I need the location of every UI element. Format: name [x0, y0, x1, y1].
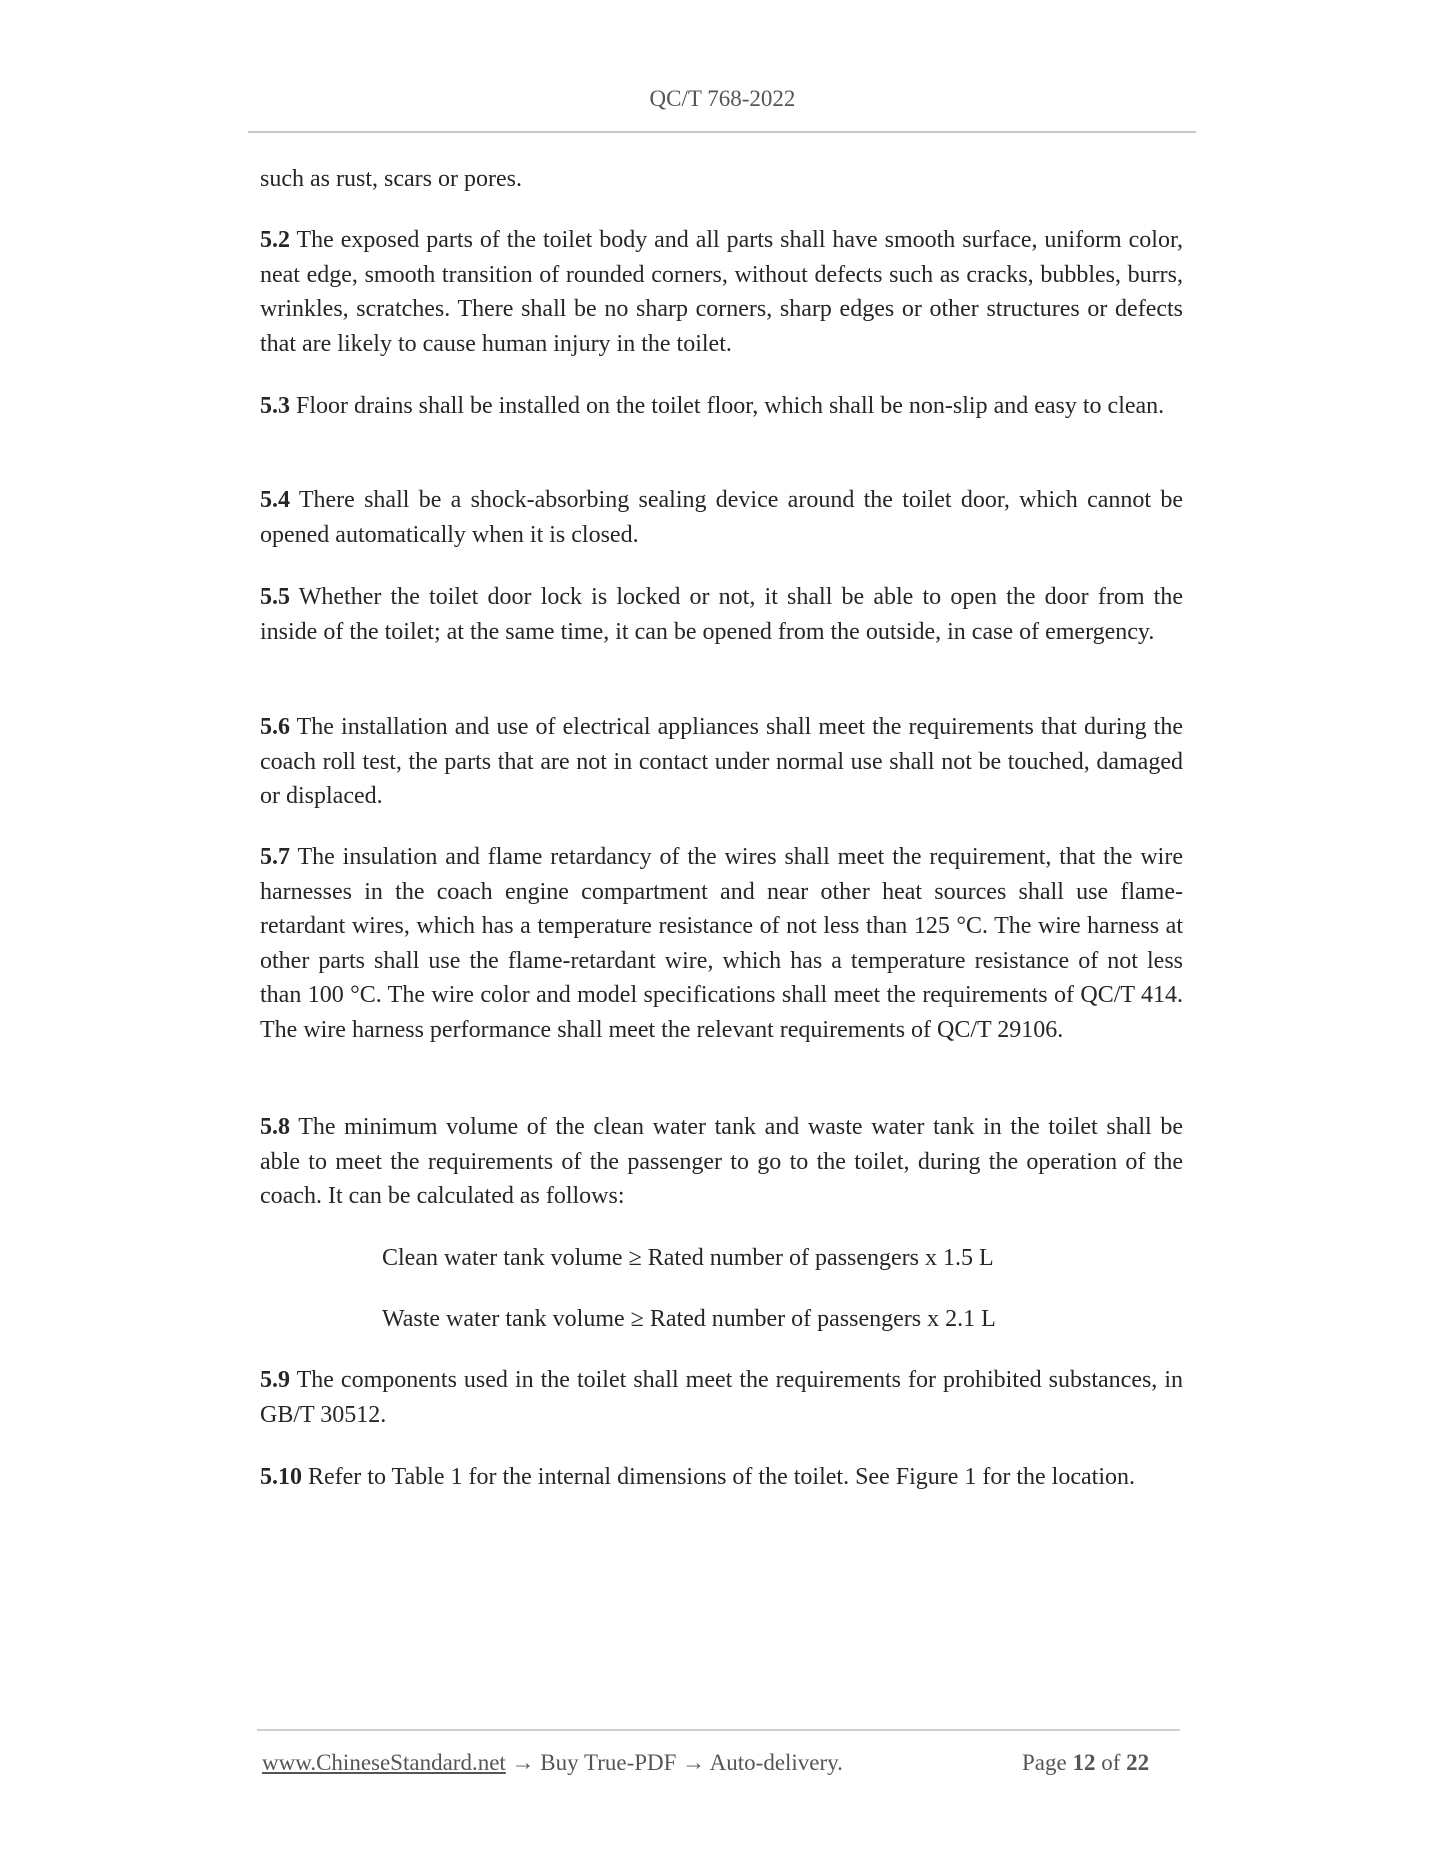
clause-5-7: 5.7 The insulation and flame retardancy of the wires shall meet the requirement, that the wire harnesses in the coach engine compartment and near other heat sources shall use flame-retardant wires, which has a temperature resistance of not less than 125 °C. The wire harness at other parts shall use the flame-retardant wire, which has a temperature resistance of not less than 100 °C. The wire color and model specifications shall meet the requirements of QC/T 414. The wire harness performance shall meet the relevant requirements of QC/T 29106.	[260, 844, 1183, 1043]
clause-5-9: 5.9 The components used in the toilet shall meet the requirements for prohibited substances, in GB/T 30512.	[260, 1367, 1183, 1428]
page-number: Page 12 of 22	[1022, 1750, 1150, 1775]
website-link[interactable]: www.ChineseStandard.net	[262, 1750, 506, 1775]
document-header: QC/T 768-2022	[649, 86, 796, 111]
clause-5-8: 5.8 The minimum volume of the clean water tank and waste water tank in the toilet shall be able to meet the requirements of the passenger to go to the toilet, during the operation of the coach. It can be calculated as follows:	[260, 1114, 1183, 1210]
clause-5-3: 5.3 Floor drains shall be installed on the toilet floor, which shall be non-slip and easy to clean.	[260, 393, 1165, 419]
clause-5-4: 5.4 There shall be a shock-absorbing sealing device around the toilet door, which cannot be opened automatically when it is closed.	[260, 487, 1183, 548]
header-divider	[248, 131, 1196, 133]
clause-5-5: 5.5 Whether the toilet door lock is locked or not, it shall be able to open the door from the inside of the toilet; at the same time, it can be opened from the outside, in case of emergency.	[260, 584, 1183, 645]
clause-5-2: 5.2 The exposed parts of the toilet body and all parts shall have smooth surface, uniform color, neat edge, smooth transition of rounded corners, without defects such as cracks, bubbles, burrs, wrinkles, scratches. There shall be no sharp corners, sharp edges or other structures or defects that are likely to cause human injury in the toilet.	[260, 227, 1183, 357]
clause-5-10: 5.10 Refer to Table 1 for the internal dimensions of the toilet. See Figure 1 for the location.	[260, 1464, 1135, 1490]
footer-promo	[262, 1750, 843, 1776]
footer-divider	[257, 1729, 1180, 1731]
footer-promo-text: → Buy True-PDF → Auto-delivery.	[505, 1750, 843, 1775]
clause-5-6: 5.6 The installation and use of electrical appliances shall meet the requirements that during the coach roll test, the parts that are not in contact under normal use shall not be touched, damaged or displaced.	[260, 714, 1183, 810]
paragraph-continuation: such as rust, scars or pores.	[260, 166, 522, 192]
formula-waste-water: Waste water tank volume ≥ Rated number of passengers x 2.1 L	[382, 1306, 996, 1332]
formula-clean-water: Clean water tank volume ≥ Rated number of passengers x 1.5 L	[382, 1245, 994, 1271]
